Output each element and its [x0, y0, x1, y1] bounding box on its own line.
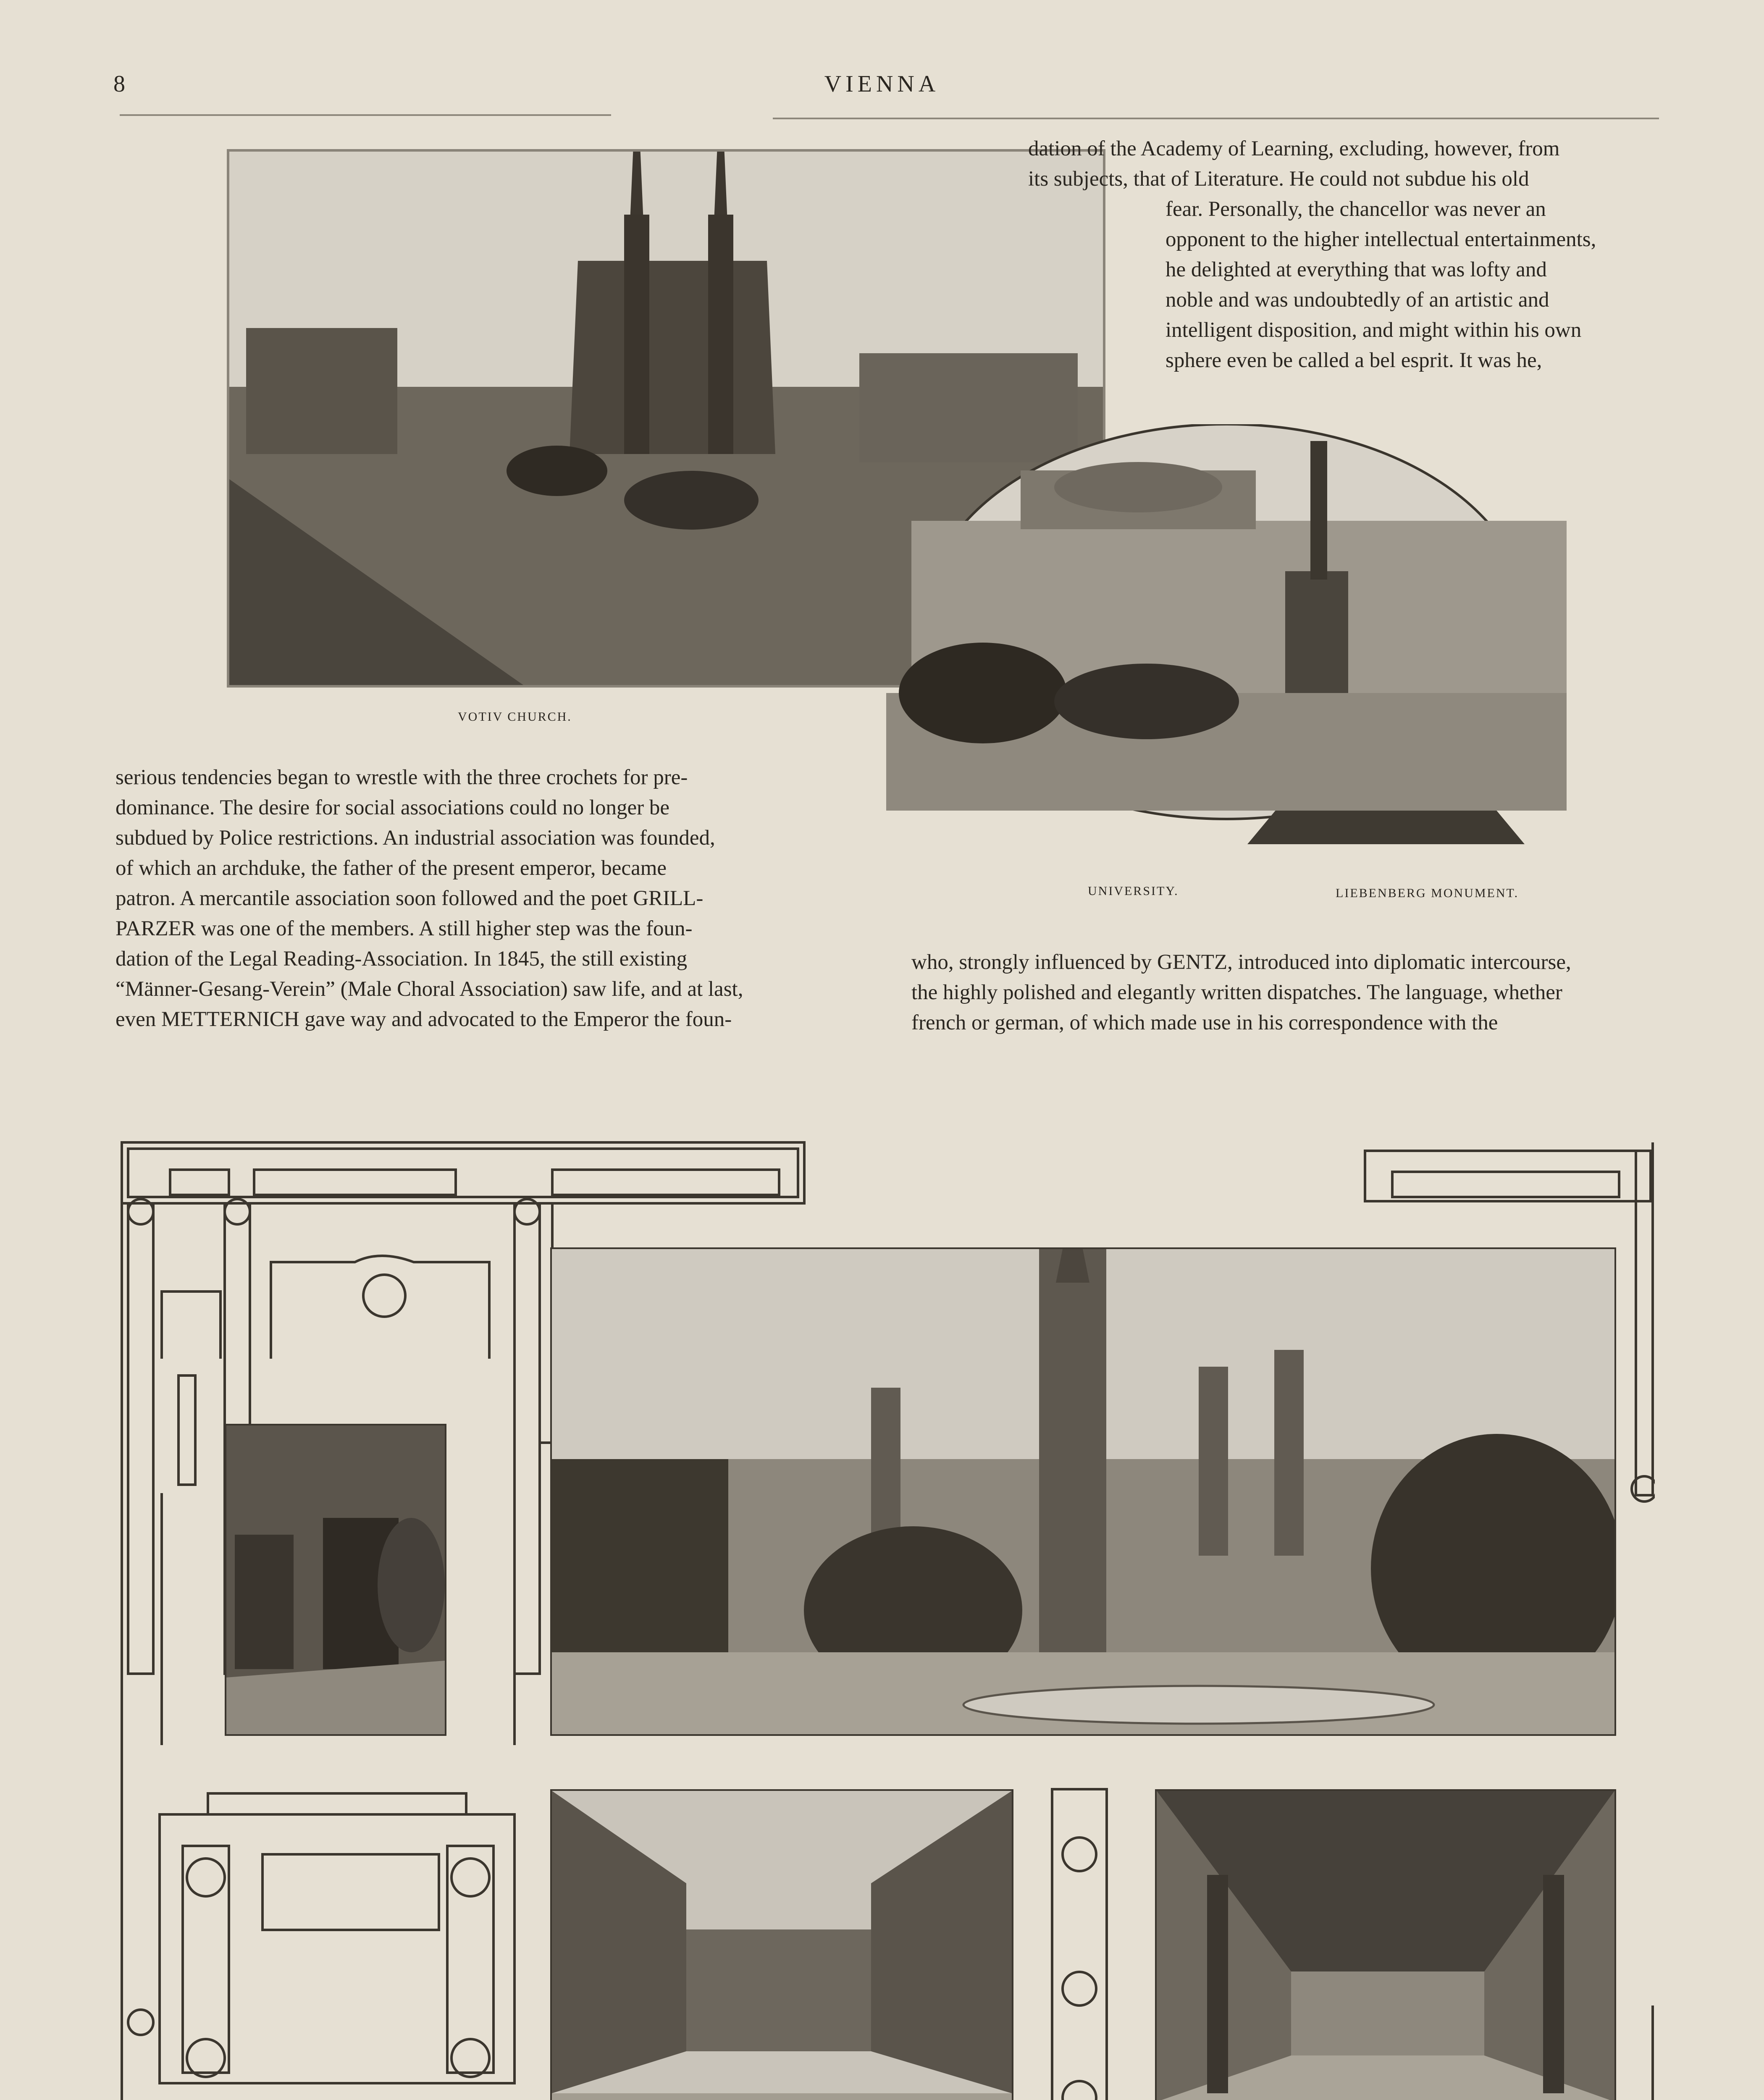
text-line: french or german, of which made use in his correspondence with the: [911, 1011, 1498, 1034]
town-hall-plate: [120, 1140, 1655, 2100]
votiv-church-caption: VOTIV CHURCH.: [458, 710, 572, 724]
text-line: dation of the Legal Reading-Association. In 1845, the still existing: [116, 947, 688, 971]
text-line: who, strongly influenced by GENTZ, introduced into diplomatic intercourse,: [911, 950, 1571, 974]
university-roundel-photo: [886, 424, 1567, 869]
text-line: fear. Personally, the chancellor was never an: [1166, 197, 1546, 221]
text-line: “Männer-Gesang-Verein” (Male Choral Association) saw life, and at last,: [116, 977, 743, 1001]
text-line: serious tendencies began to wrestle with the three crochets for pre-: [116, 766, 688, 789]
header-rule-left: [120, 114, 611, 116]
text-line: sphere even be called a bel esprit. It was he,: [1166, 349, 1542, 372]
text-line: its subjects, that of Literature. He could not subdue his old: [1028, 167, 1529, 191]
text-line: dation of the Academy of Learning, excluding, however, from: [1028, 137, 1560, 160]
text-line: of which an archduke, the father of the present emperor, became: [116, 856, 667, 880]
text-left-column: [116, 762, 867, 1034]
text-top-right-first-line: [1028, 134, 1660, 194]
burgomasters-study-photo: [225, 1424, 446, 1736]
running-title: VIENNA: [824, 71, 940, 97]
text-line: patron. A mercantile association soon followed and the poet GRILL-: [116, 887, 704, 910]
town-hall-front-view-photo: [550, 1247, 1616, 1736]
arkadenhof-photo: [550, 1789, 1013, 2100]
header-rule-right: [773, 118, 1659, 119]
text-line: opponent to the higher intellectual entertainments,: [1166, 228, 1596, 251]
text-line: dominance. The desire for social associations could no longer be: [116, 796, 670, 819]
liebenberg-monument-caption: LIEBENBERG MONUMENT.: [1336, 886, 1519, 900]
text-top-right-column: [1166, 194, 1660, 375]
text-line: PARZER was one of the members. A still higher step was the foun-: [116, 917, 693, 940]
text-line: the highly polished and elegantly written dispatches. The language, whether: [911, 981, 1562, 1004]
text-line: noble and was undoubtedly of an artistic and: [1166, 288, 1549, 312]
text-line: he delighted at everything that was lofty and: [1166, 258, 1547, 281]
text-right-column: [911, 947, 1661, 1038]
page-number: 8: [113, 71, 125, 97]
text-line: subdued by Police restrictions. An industrial association was founded,: [116, 826, 715, 850]
banqueting-hall-photo: [1155, 1789, 1616, 2100]
text-line: even METTERNICH gave way and advocated to the Emperor the foun-: [116, 1008, 732, 1031]
text-line: intelligent disposition, and might within his own: [1166, 318, 1582, 342]
university-caption: UNIVERSITY.: [1088, 884, 1179, 898]
